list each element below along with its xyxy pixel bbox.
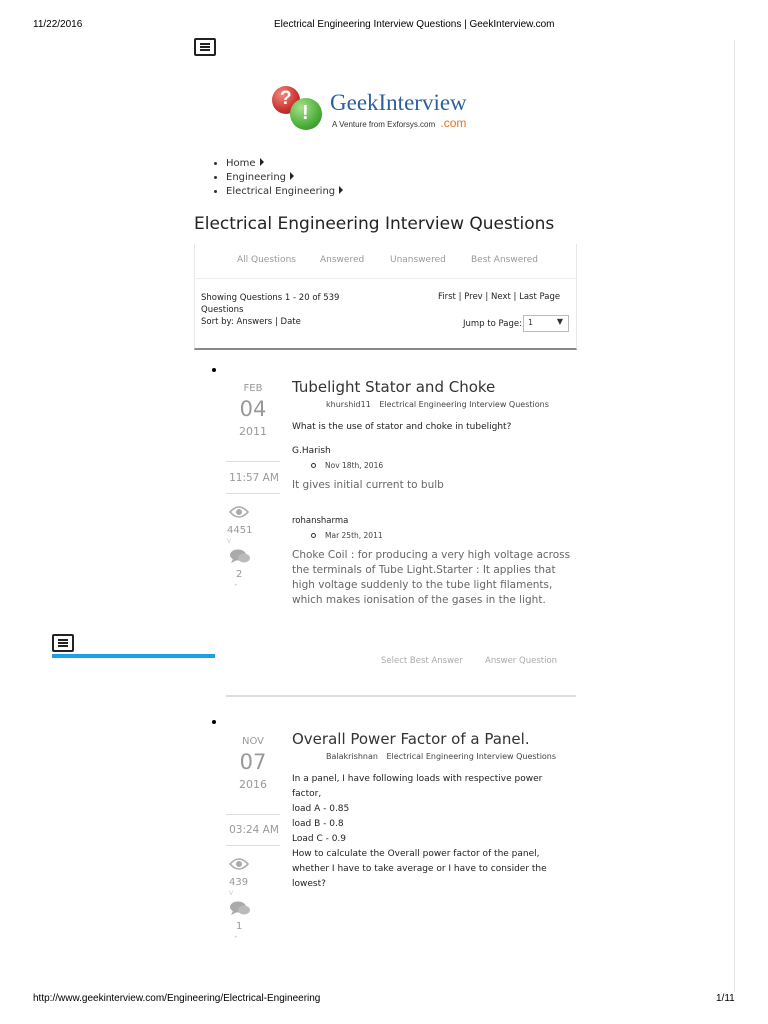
pager-first[interactable]: First	[438, 292, 456, 302]
list-bullet	[212, 720, 216, 724]
question-category[interactable]: Electrical Engineering Interview Questions	[379, 400, 549, 409]
time-separator	[226, 845, 280, 846]
sort-by: Sort by: Answers | Date	[201, 317, 301, 327]
question-meta	[326, 752, 556, 761]
answer-count-label: •	[234, 582, 238, 589]
question-title[interactable]: Tubelight Stator and Choke	[292, 378, 496, 396]
print-url: http://www.geekinterview.com/Engineering/Electrical-Engineering	[33, 993, 321, 1004]
tabs-divider	[194, 278, 576, 279]
answer-count: 1	[236, 921, 243, 932]
print-date: 11/22/2016	[33, 19, 83, 30]
question-date: FEB 04 2011	[239, 383, 267, 438]
showing-count: Showing Questions 1 - 20 of 539 Questions	[201, 293, 340, 315]
question-bubble-icon: ?	[272, 86, 300, 114]
tab-answered[interactable]: Answered	[320, 255, 365, 265]
select-best-answer-link[interactable]: Select Best Answer	[381, 656, 463, 666]
question-divider	[226, 695, 576, 697]
menu-icon[interactable]	[52, 634, 74, 652]
list-ring	[311, 463, 316, 468]
question-date: NOV 07 2016	[239, 736, 267, 791]
answer-text: Choke Coil : for producing a very high voltage across the terminals of Tube Light.Starter : It applies that high voltage suddenly to the tube light filaments, which makes ionisation of the gases in the light.	[292, 549, 571, 606]
question-author[interactable]: khurshid11	[326, 400, 371, 409]
answer-author[interactable]: rohansharma	[292, 516, 349, 526]
breadcrumb-item-electrical[interactable]: • Electrical Engineering	[226, 186, 343, 197]
time-separator	[226, 493, 280, 494]
site-logo[interactable]	[272, 86, 472, 132]
pager-prev[interactable]: Prev	[464, 292, 483, 302]
answer-count-label: •	[234, 934, 238, 941]
caret-right-icon	[339, 186, 343, 194]
eye-icon	[229, 857, 249, 871]
eye-icon	[229, 505, 249, 519]
date-separator	[226, 814, 280, 815]
pager-last[interactable]: Last Page	[519, 292, 561, 302]
answer-count: 2	[236, 569, 243, 580]
list-ring	[311, 533, 316, 538]
dropdown-arrow-icon: ▼	[556, 317, 563, 326]
list-bullet	[212, 368, 216, 372]
tab-all-questions[interactable]: All Questions	[237, 255, 296, 265]
question-time: 03:24 AM	[229, 824, 279, 836]
print-page-number: 1/11	[716, 993, 735, 1004]
sort-date-link[interactable]: Date	[280, 317, 301, 327]
answer-author[interactable]: G.Harish	[292, 446, 331, 456]
question-meta	[326, 400, 549, 409]
caret-right-icon	[260, 158, 264, 166]
question-title[interactable]: Overall Power Factor of a Panel.	[292, 730, 530, 748]
print-title: Electrical Engineering Interview Questions | GeekInterview.com	[274, 19, 555, 30]
pager: First | Prev | Next | Last Page	[438, 292, 561, 302]
accent-bar	[52, 654, 215, 658]
view-count-label: V	[227, 538, 232, 545]
page-title: Electrical Engineering Interview Questions	[194, 214, 555, 234]
jump-to-page-select[interactable]: 1 ▼	[523, 315, 569, 332]
tab-best-answered[interactable]: Best Answered	[471, 255, 538, 265]
comment-icon	[229, 900, 251, 917]
logo-tagline: A Venture from Exforsys.com .com	[332, 116, 467, 130]
breadcrumb	[210, 158, 343, 200]
question-body: What is the use of stator and choke in tubelight?	[292, 422, 512, 432]
question-body: In a panel, I have following loads with respective power factor, load A - 0.85 load B - 0.8 Load C - 0.9 How to calculate the Overall power factor of the panel, whether I have to take average or I have to consider the lowest?	[292, 774, 547, 889]
answer-date: Nov 18th, 2016	[325, 461, 384, 470]
date-separator	[226, 461, 280, 462]
answer-date: Mar 25th, 2011	[325, 531, 383, 540]
sort-answers-link[interactable]: Answers	[236, 317, 273, 327]
question-time: 11:57 AM	[229, 472, 279, 484]
caret-right-icon	[290, 172, 294, 180]
view-count: 4451	[227, 525, 253, 536]
tab-unanswered[interactable]: Unanswered	[390, 255, 446, 265]
breadcrumb-item-engineering[interactable]: • Engineering	[226, 172, 343, 183]
menu-icon[interactable]	[194, 38, 216, 56]
exclamation-bubble-icon: !	[290, 98, 322, 130]
answer-text: It gives initial current to bulb	[292, 479, 444, 491]
comment-icon	[229, 548, 251, 565]
question-category[interactable]: Electrical Engineering Interview Questions	[386, 752, 557, 761]
view-count: 439	[229, 877, 249, 888]
breadcrumb-item-home[interactable]: • Home	[226, 158, 343, 169]
page-right-rule	[734, 40, 735, 992]
view-count-label: V	[229, 890, 234, 897]
pager-next[interactable]: Next	[491, 292, 511, 302]
answer-question-link[interactable]: Answer Question	[485, 656, 558, 666]
logo-name: GeekInterview	[330, 90, 467, 115]
jump-label: Jump to Page:	[463, 319, 522, 329]
question-author[interactable]: Balakrishnan	[326, 752, 378, 761]
